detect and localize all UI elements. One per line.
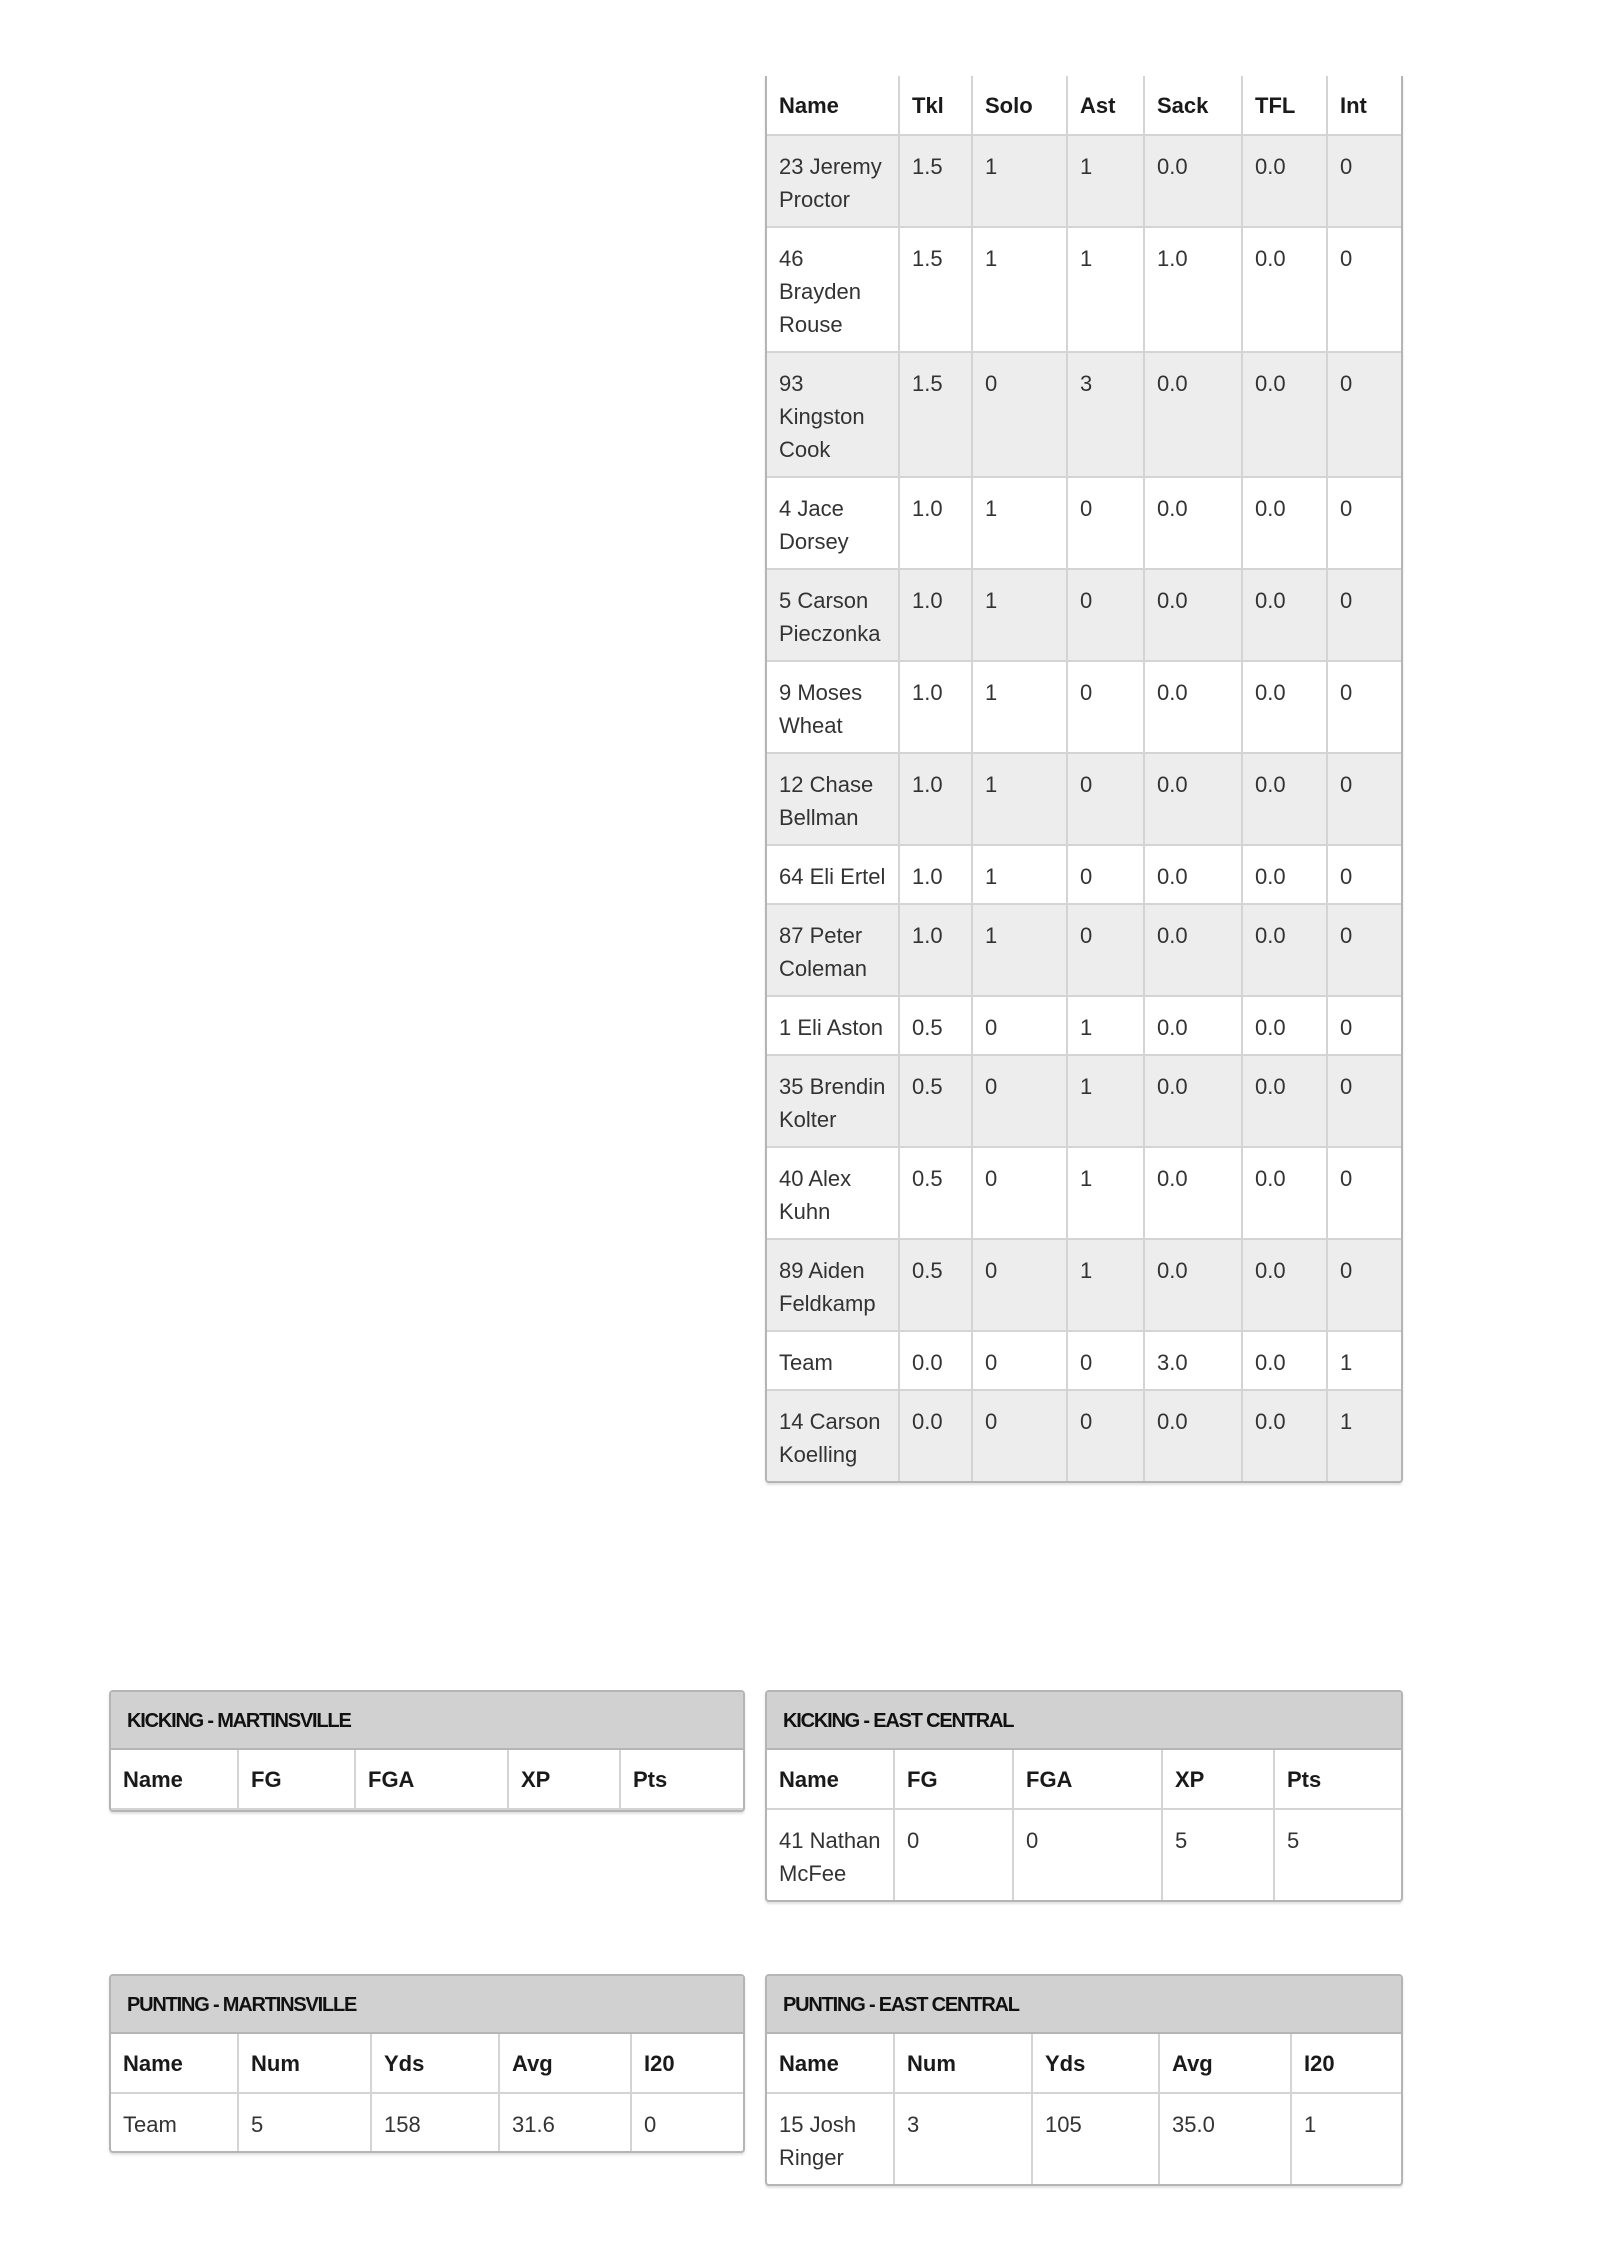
cell-tkl: 1.0 [899,661,972,753]
cell-sack: 0.0 [1144,1390,1242,1481]
cell-name: 15 Josh Ringer [767,2093,894,2184]
punting-martinsville-table [111,2034,745,2151]
column-header-pts: Pts [1274,1750,1403,1809]
column-header-yds: Yds [1032,2034,1159,2093]
defense-east-central-panel [765,76,1403,1483]
cell-tfl: 0.0 [1242,753,1327,845]
cell-tfl: 0.0 [1242,352,1327,477]
cell-sack: 0.0 [1144,352,1242,477]
cell-tkl: 1.5 [899,135,972,227]
column-header-tkl: Tkl [899,76,972,135]
cell-ast: 0 [1067,753,1144,845]
cell-ast: 0 [1067,661,1144,753]
column-header-fga: FGA [355,1750,508,1809]
cell-sack: 3.0 [1144,1331,1242,1390]
column-header-solo: Solo [972,76,1067,135]
kicking-east-central-title: KICKING - EAST CENTRAL [767,1692,1401,1750]
cell-tkl: 0.5 [899,1055,972,1147]
cell-name: 93 Kingston Cook [767,352,899,477]
cell-ast: 1 [1067,1055,1144,1147]
cell-ast: 1 [1067,996,1144,1055]
cell-int: 1 [1327,1331,1403,1390]
cell-sack: 0.0 [1144,1055,1242,1147]
column-header-yds: Yds [371,2034,499,2093]
cell-xp: 5 [1162,1809,1274,1900]
table-row [767,569,1403,661]
punting-martinsville-panel [109,1974,745,2153]
table-header-row [767,1750,1403,1809]
cell-tkl: 0.0 [899,1331,972,1390]
cell-tfl: 0.0 [1242,1239,1327,1331]
cell-name: 41 Nathan McFee [767,1809,894,1900]
table-header-row [111,1750,745,1809]
cell-tkl: 1.5 [899,352,972,477]
cell-tfl: 0.0 [1242,996,1327,1055]
cell-tkl: 0.5 [899,996,972,1055]
cell-ast: 0 [1067,569,1144,661]
table-row [767,1331,1403,1390]
table-row [767,1055,1403,1147]
cell-i20: 0 [644,2112,657,2137]
punting-east-central-panel [765,1974,1403,2186]
cell-int: 0 [1327,227,1403,352]
cell-tkl: 1.0 [899,569,972,661]
column-header-i20: I20 [1291,2034,1403,2093]
cell-fga: 0 [1013,1809,1162,1900]
column-header-avg: Avg [499,2034,631,2093]
cell-pts: 5 [1287,1828,1300,1853]
cell-int: 0 [1327,1055,1403,1147]
column-header-sack: Sack [1144,76,1242,135]
cell-ast: 0 [1067,845,1144,904]
cell-solo: 1 [972,135,1067,227]
cell-tkl: 0.5 [899,1147,972,1239]
cell-name: 46 Brayden Rouse [767,227,899,352]
cell-tfl: 0.0 [1242,845,1327,904]
cell-int: 0 [1327,1147,1403,1239]
table-row [767,1239,1403,1331]
column-header-int: Int [1327,76,1403,135]
cell-solo: 0 [972,352,1067,477]
cell-sack: 0.0 [1144,1147,1242,1239]
cell-name: 1 Eli Aston [767,996,899,1055]
cell-solo: 1 [972,227,1067,352]
cell-i20: 1 [1304,2112,1317,2137]
cell-tkl: 1.0 [899,904,972,996]
cell-sack: 0.0 [1144,661,1242,753]
punting-east-central-table [767,2034,1403,2184]
cell-solo: 1 [972,845,1067,904]
cell-int: 0 [1327,661,1403,753]
cell-ast: 0 [1067,1331,1144,1390]
cell-solo: 1 [972,569,1067,661]
table-row [767,661,1403,753]
column-header-xp: XP [508,1750,620,1809]
column-header-name: Name [111,1750,238,1809]
cell-name: 89 Aiden Feldkamp [767,1239,899,1331]
cell-tfl: 0.0 [1242,1147,1327,1239]
kicking-east-central-table [767,1750,1403,1900]
cell-int: 0 [1327,1239,1403,1331]
table-row [767,1147,1403,1239]
column-header-num: Num [894,2034,1032,2093]
column-header-name: Name [767,2034,894,2093]
kicking-east-central-panel [765,1690,1403,1902]
cell-tfl: 0.0 [1242,1390,1327,1481]
cell-tfl: 0.0 [1242,904,1327,996]
column-header-pts: Pts [620,1750,745,1809]
cell-tfl: 0.0 [1242,135,1327,227]
cell-int: 0 [1327,352,1403,477]
punting-martinsville-title: PUNTING - MARTINSVILLE [111,1976,743,2034]
cell-tkl: 1.0 [899,753,972,845]
table-row [767,135,1403,227]
column-header-name: Name [767,76,899,135]
cell-tfl: 0.0 [1242,1331,1327,1390]
cell-int: 0 [1327,996,1403,1055]
cell-ast: 3 [1067,352,1144,477]
cell-name: 40 Alex Kuhn [767,1147,899,1239]
cell-ast: 1 [1067,135,1144,227]
cell-name: 64 Eli Ertel [767,845,899,904]
table-row [767,845,1403,904]
kicking-martinsville-panel [109,1690,745,1812]
cell-solo: 0 [972,1239,1067,1331]
column-header-fg: FG [238,1750,355,1809]
column-header-num: Num [238,2034,371,2093]
table-row [767,477,1403,569]
punting-east-central-title: PUNTING - EAST CENTRAL [767,1976,1401,2034]
column-header-xp: XP [1162,1750,1274,1809]
table-row [767,1390,1403,1481]
table-row [767,227,1403,352]
cell-sack: 0.0 [1144,996,1242,1055]
cell-name: 9 Moses Wheat [767,661,899,753]
column-header-fg: FG [894,1750,1013,1809]
cell-sack: 0.0 [1144,569,1242,661]
cell-ast: 1 [1067,1239,1144,1331]
cell-name: Team [111,2093,238,2151]
cell-int: 0 [1327,753,1403,845]
cell-num: 5 [238,2093,371,2151]
column-header-name: Name [111,2034,238,2093]
cell-avg: 35.0 [1159,2093,1291,2184]
cell-name: 23 Jeremy Proctor [767,135,899,227]
cell-num: 3 [894,2093,1032,2184]
cell-ast: 1 [1067,1147,1144,1239]
cell-name: Team [767,1331,899,1390]
cell-solo: 0 [972,1390,1067,1481]
cell-yds: 158 [371,2093,499,2151]
cell-name: 4 Jace Dorsey [767,477,899,569]
kicking-martinsville-title: KICKING - MARTINSVILLE [111,1692,743,1750]
cell-int: 0 [1327,477,1403,569]
column-header-name: Name [767,1750,894,1809]
cell-tkl: 1.0 [899,845,972,904]
cell-solo: 1 [972,477,1067,569]
cell-sack: 0.0 [1144,1239,1242,1331]
cell-sack: 0.0 [1144,904,1242,996]
cell-name: 87 Peter Coleman [767,904,899,996]
table-row [767,753,1403,845]
column-header-avg: Avg [1159,2034,1291,2093]
table-header-row [767,2034,1403,2093]
column-header-i20: I20 [631,2034,745,2093]
table-row [767,2093,1403,2184]
cell-ast: 0 [1067,1390,1144,1481]
table-header-row [767,76,1403,135]
defense-east-central-table [767,76,1403,1481]
cell-sack: 0.0 [1144,845,1242,904]
cell-name: 35 Brendin Kolter [767,1055,899,1147]
kicking-martinsville-table [111,1750,745,1810]
cell-solo: 0 [972,1147,1067,1239]
cell-ast: 1 [1067,227,1144,352]
cell-tkl: 0.5 [899,1239,972,1331]
cell-tkl: 1.0 [899,477,972,569]
table-row [767,352,1403,477]
cell-tkl: 0.0 [899,1390,972,1481]
cell-ast: 0 [1067,904,1144,996]
cell-sack: 1.0 [1144,227,1242,352]
cell-int: 0 [1327,135,1403,227]
cell-int: 0 [1327,569,1403,661]
table-header-row [111,2034,745,2093]
cell-fg: 0 [894,1809,1013,1900]
table-row [767,904,1403,996]
cell-sack: 0.0 [1144,477,1242,569]
column-header-ast: Ast [1067,76,1144,135]
cell-solo: 1 [972,904,1067,996]
column-header-fga: FGA [1013,1750,1162,1809]
cell-int: 0 [1327,845,1403,904]
cell-solo: 0 [972,1055,1067,1147]
table-row [767,1809,1403,1900]
cell-solo: 0 [972,1331,1067,1390]
cell-name: 14 Carson Koelling [767,1390,899,1481]
cell-int: 1 [1327,1390,1403,1481]
table-row [767,996,1403,1055]
cell-yds: 105 [1032,2093,1159,2184]
cell-tfl: 0.0 [1242,1055,1327,1147]
cell-solo: 0 [972,996,1067,1055]
cell-tfl: 0.0 [1242,661,1327,753]
cell-tfl: 0.0 [1242,227,1327,352]
table-row [111,2093,745,2151]
cell-sack: 0.0 [1144,753,1242,845]
column-header-tfl: TFL [1242,76,1327,135]
cell-solo: 1 [972,753,1067,845]
cell-avg: 31.6 [499,2093,631,2151]
cell-name: 12 Chase Bellman [767,753,899,845]
cell-name: 5 Carson Pieczonka [767,569,899,661]
cell-int: 0 [1327,904,1403,996]
cell-tfl: 0.0 [1242,569,1327,661]
cell-tfl: 0.0 [1242,477,1327,569]
cell-solo: 1 [972,661,1067,753]
cell-ast: 0 [1067,477,1144,569]
cell-tkl: 1.5 [899,227,972,352]
cell-sack: 0.0 [1144,135,1242,227]
